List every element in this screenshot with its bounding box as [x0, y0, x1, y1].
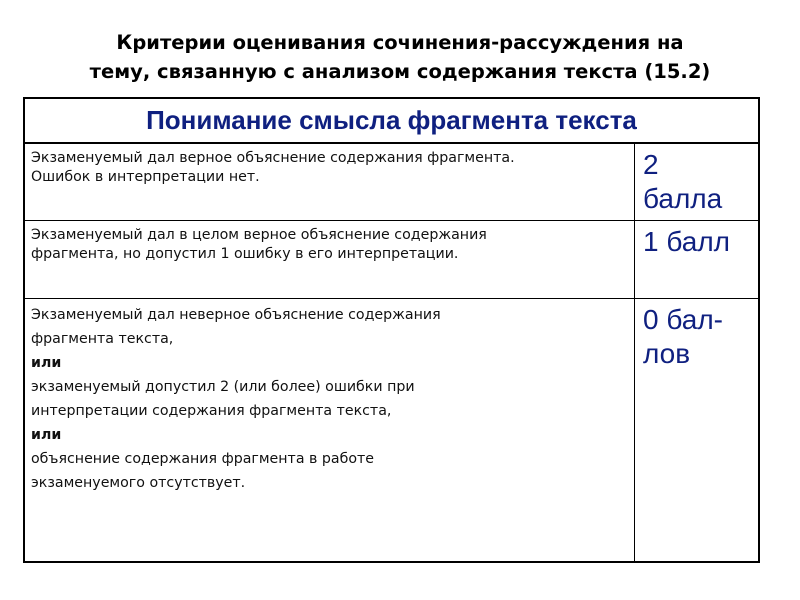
criterion-line: фрагмента текста,	[31, 331, 174, 347]
criterion-line: Экзаменуемый дал верное объяснение содержания фрагмента.	[31, 150, 515, 166]
table-row	[25, 299, 758, 561]
criterion-line: интерпретации содержания фрагмента текста,	[31, 403, 392, 419]
table-row	[25, 144, 758, 221]
criterion-line: объяснение содержания фрагмента в работе	[31, 451, 375, 467]
criterion-line: фрагмента, но допустил 1 ошибку в его интерпретации.	[31, 246, 459, 262]
slide-title-line-2: тему, связанную с анализом содержания текста (15.2)	[89, 60, 711, 83]
slide-title	[0, 28, 800, 86]
criterion-line: экзаменуемого отсутствует.	[31, 475, 246, 491]
table-header: Понимание смысла фрагмента текста	[25, 99, 758, 144]
criterion-text	[31, 149, 626, 187]
criterion-connector: или	[31, 355, 62, 371]
criterion-line: Экзаменуемый дал неверное объяснение содержания	[31, 307, 441, 323]
score-line: лов	[643, 338, 691, 369]
criterion-line: экзаменуемый допустил 2 (или более) ошибки при	[31, 379, 415, 395]
table-row	[25, 221, 758, 299]
score-line: 2	[643, 149, 659, 180]
score-line: 0 бал-	[643, 304, 723, 335]
criteria-table	[23, 97, 760, 563]
criterion-connector: или	[31, 427, 62, 443]
criterion-text	[31, 303, 626, 495]
score-line: 1 балл	[643, 226, 730, 257]
criterion-line: Ошибок в интерпретации нет.	[31, 169, 260, 185]
score-cell	[643, 303, 753, 371]
score-cell	[643, 225, 753, 259]
score-cell	[643, 148, 753, 216]
criterion-line: Экзаменуемый дал в целом верное объяснение содержания	[31, 227, 487, 243]
slide-title-line-1: Критерии оценивания сочинения-рассуждения на	[116, 31, 684, 54]
score-line: балла	[643, 183, 723, 214]
criterion-text	[31, 226, 626, 264]
